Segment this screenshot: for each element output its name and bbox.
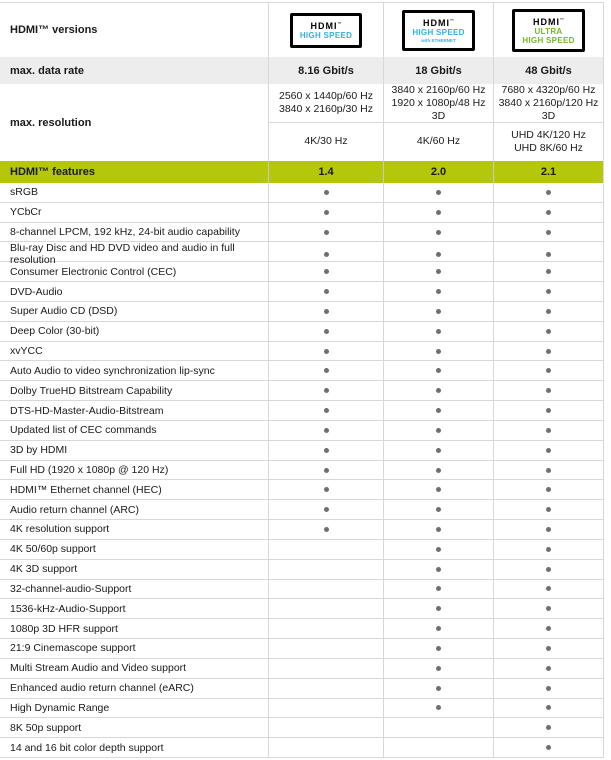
feature-label: Enhanced audio return channel (eARC) <box>10 682 194 695</box>
resolution-row <box>0 84 604 161</box>
feature-supported-cell <box>383 500 493 519</box>
data-rate-hdmi14: 8.16 Gbit/s <box>268 57 383 84</box>
feature-supported-cell <box>493 322 604 341</box>
feature-supported-cell <box>383 183 493 202</box>
feature-supported-cell <box>493 718 604 737</box>
feature-row <box>0 302 604 322</box>
feature-supported-cell <box>493 421 604 440</box>
support-dot-icon <box>436 448 441 453</box>
hdmi-logo: HDMI™ <box>310 20 342 31</box>
support-dot-icon <box>546 428 551 433</box>
feature-supported-cell <box>383 381 493 400</box>
feature-empty-cell <box>268 699 383 718</box>
feature-label: 4K 3D support <box>10 563 78 576</box>
resolution-label: max. resolution <box>10 116 92 129</box>
support-dot-icon <box>546 487 551 492</box>
feature-supported-cell <box>493 738 604 757</box>
resolution-primary: 2560 x 1440p/60 Hz 3840 x 2160p/30 Hz <box>279 90 373 115</box>
feature-row <box>0 738 604 758</box>
feature-supported-cell <box>493 223 604 242</box>
support-dot-icon <box>436 368 441 373</box>
feature-row <box>0 203 604 223</box>
feature-row <box>0 699 604 719</box>
feature-supported-cell <box>268 203 383 222</box>
support-dot-icon <box>546 349 551 354</box>
support-dot-icon <box>546 567 551 572</box>
feature-row <box>0 223 604 243</box>
resolution-secondary: 4K/30 Hz <box>269 122 383 160</box>
support-dot-icon <box>436 705 441 710</box>
support-dot-icon <box>436 606 441 611</box>
versions-row <box>0 3 604 57</box>
support-dot-icon <box>436 388 441 393</box>
support-dot-icon <box>436 468 441 473</box>
feature-supported-cell <box>383 342 493 361</box>
support-dot-icon <box>546 468 551 473</box>
feature-supported-cell <box>493 183 604 202</box>
support-dot-icon <box>324 448 329 453</box>
feature-label: YCbCr <box>10 206 42 219</box>
support-dot-icon <box>436 210 441 215</box>
features-body <box>0 183 604 758</box>
feature-supported-cell <box>383 679 493 698</box>
feature-row <box>0 679 604 699</box>
feature-supported-cell <box>383 203 493 222</box>
feature-supported-cell <box>493 361 604 380</box>
feature-label: DTS-HD-Master-Audio-Bitstream <box>10 404 164 417</box>
feature-supported-cell <box>383 302 493 321</box>
feature-supported-cell <box>268 480 383 499</box>
feature-label: 4K 50/60p support <box>10 543 96 556</box>
support-dot-icon <box>324 190 329 195</box>
support-dot-icon <box>546 448 551 453</box>
support-dot-icon <box>546 586 551 591</box>
feature-supported-cell <box>383 599 493 618</box>
feature-label: HDMI™ Ethernet channel (HEC) <box>10 483 162 496</box>
feature-supported-cell <box>268 282 383 301</box>
feature-label: Deep Color (30-bit) <box>10 325 100 338</box>
feature-row <box>0 461 604 481</box>
feature-row <box>0 619 604 639</box>
feature-row <box>0 480 604 500</box>
feature-label: 14 and 16 bit color depth support <box>10 741 164 754</box>
badge-speed-label: HIGH SPEED <box>412 27 465 37</box>
features-version-20: 2.0 <box>383 161 493 183</box>
feature-empty-cell <box>268 659 383 678</box>
feature-supported-cell <box>268 361 383 380</box>
support-dot-icon <box>546 252 551 257</box>
feature-row <box>0 322 604 342</box>
feature-empty-cell <box>268 738 383 757</box>
badge-ethernet-label: with ETHERNET <box>421 37 456 43</box>
support-dot-icon <box>324 527 329 532</box>
data-rate-row <box>0 57 604 84</box>
support-dot-icon <box>324 210 329 215</box>
support-dot-icon <box>546 190 551 195</box>
data-rate-hdmi20: 18 Gbit/s <box>383 57 493 84</box>
feature-supported-cell <box>493 381 604 400</box>
feature-label: 8K 50p support <box>10 721 82 734</box>
feature-label: Audio return channel (ARC) <box>10 503 139 516</box>
feature-supported-cell <box>268 381 383 400</box>
support-dot-icon <box>324 230 329 235</box>
feature-supported-cell <box>493 461 604 480</box>
feature-row <box>0 580 604 600</box>
support-dot-icon <box>436 408 441 413</box>
feature-supported-cell <box>383 619 493 638</box>
support-dot-icon <box>436 507 441 512</box>
feature-supported-cell <box>493 203 604 222</box>
feature-supported-cell <box>493 441 604 460</box>
support-dot-icon <box>324 289 329 294</box>
support-dot-icon <box>436 567 441 572</box>
feature-empty-cell <box>268 639 383 658</box>
support-dot-icon <box>546 745 551 750</box>
support-dot-icon <box>436 686 441 691</box>
resolution-cell-hdmi21 <box>493 84 604 161</box>
support-dot-icon <box>436 309 441 314</box>
feature-supported-cell <box>493 520 604 539</box>
support-dot-icon <box>546 686 551 691</box>
support-dot-icon <box>546 507 551 512</box>
resolution-cell-hdmi20 <box>383 84 493 161</box>
feature-empty-cell <box>268 540 383 559</box>
feature-supported-cell <box>383 322 493 341</box>
feature-label: sRGB <box>10 186 39 199</box>
feature-supported-cell <box>268 441 383 460</box>
support-dot-icon <box>546 666 551 671</box>
support-dot-icon <box>546 368 551 373</box>
support-dot-icon <box>436 626 441 631</box>
feature-label: 21:9 Cinemascope support <box>10 642 136 655</box>
feature-row <box>0 421 604 441</box>
feature-row <box>0 282 604 302</box>
feature-row <box>0 540 604 560</box>
support-dot-icon <box>436 349 441 354</box>
support-dot-icon <box>546 210 551 215</box>
support-dot-icon <box>546 606 551 611</box>
feature-supported-cell <box>383 580 493 599</box>
feature-supported-cell <box>493 480 604 499</box>
feature-supported-cell <box>493 599 604 618</box>
feature-empty-cell <box>268 580 383 599</box>
support-dot-icon <box>324 487 329 492</box>
feature-supported-cell <box>383 361 493 380</box>
feature-row <box>0 441 604 461</box>
feature-supported-cell <box>268 421 383 440</box>
feature-row <box>0 361 604 381</box>
hdmi-logo: HDMI™ <box>533 16 564 27</box>
feature-row <box>0 520 604 540</box>
feature-row <box>0 242 604 267</box>
feature-supported-cell <box>383 520 493 539</box>
feature-supported-cell <box>383 262 493 281</box>
feature-empty-cell <box>268 560 383 579</box>
feature-empty-cell <box>268 718 383 737</box>
feature-supported-cell <box>268 262 383 281</box>
feature-supported-cell <box>493 699 604 718</box>
feature-supported-cell <box>268 322 383 341</box>
features-version-21: 2.1 <box>493 161 604 183</box>
support-dot-icon <box>436 547 441 552</box>
support-dot-icon <box>436 269 441 274</box>
support-dot-icon <box>324 428 329 433</box>
data-rate-label: max. data rate <box>10 64 84 77</box>
feature-row <box>0 401 604 421</box>
feature-supported-cell <box>268 223 383 242</box>
feature-row <box>0 560 604 580</box>
feature-supported-cell <box>493 679 604 698</box>
feature-label: 3D by HDMI <box>10 444 68 457</box>
resolution-cell-hdmi14 <box>268 84 383 161</box>
support-dot-icon <box>436 252 441 257</box>
feature-empty-cell <box>383 738 493 757</box>
support-dot-icon <box>324 507 329 512</box>
data-rate-hdmi21: 48 Gbit/s <box>493 57 604 84</box>
feature-supported-cell <box>493 302 604 321</box>
support-dot-icon <box>436 666 441 671</box>
feature-supported-cell <box>268 302 383 321</box>
support-dot-icon <box>436 586 441 591</box>
hdmi-logo: HDMI™ <box>423 17 454 28</box>
support-dot-icon <box>546 329 551 334</box>
feature-row <box>0 262 604 282</box>
feature-row <box>0 381 604 401</box>
support-dot-icon <box>546 269 551 274</box>
feature-supported-cell <box>383 540 493 559</box>
feature-label: Blu-ray Disc and HD DVD video and audio in full resolution <box>10 242 235 267</box>
support-dot-icon <box>324 329 329 334</box>
feature-label: Full HD (1920 x 1080p @ 120 Hz) <box>10 464 169 476</box>
hdmi-ultra-high-speed-badge <box>512 9 584 52</box>
feature-label: Super Audio CD (DSD) <box>10 305 118 318</box>
support-dot-icon <box>436 230 441 235</box>
feature-supported-cell <box>268 500 383 519</box>
version-cell-hdmi14 <box>268 3 383 57</box>
feature-label: 1080p 3D HFR support <box>10 622 118 635</box>
feature-supported-cell <box>493 639 604 658</box>
support-dot-icon <box>546 527 551 532</box>
support-dot-icon <box>436 190 441 195</box>
feature-supported-cell <box>383 421 493 440</box>
features-version-14: 1.4 <box>268 161 383 183</box>
versions-row-label: HDMI™ versions <box>10 24 98 36</box>
support-dot-icon <box>324 252 329 257</box>
feature-label: High Dynamic Range <box>10 701 110 714</box>
feature-label: xvYCC <box>10 345 43 358</box>
support-dot-icon <box>436 289 441 294</box>
hdmi-high-speed-badge <box>290 13 362 48</box>
feature-supported-cell <box>493 500 604 519</box>
resolution-secondary: 4K/60 Hz <box>384 122 493 160</box>
feature-empty-cell <box>383 718 493 737</box>
support-dot-icon <box>324 408 329 413</box>
feature-label: 1536-kHz-Audio-Support <box>10 602 126 615</box>
features-header-row <box>0 161 604 183</box>
support-dot-icon <box>324 468 329 473</box>
feature-supported-cell <box>493 282 604 301</box>
support-dot-icon <box>324 309 329 314</box>
support-dot-icon <box>436 329 441 334</box>
feature-supported-cell <box>268 401 383 420</box>
support-dot-icon <box>546 388 551 393</box>
feature-row <box>0 718 604 738</box>
support-dot-icon <box>436 646 441 651</box>
feature-supported-cell <box>383 282 493 301</box>
support-dot-icon <box>546 646 551 651</box>
feature-supported-cell <box>383 659 493 678</box>
resolution-primary: 3840 x 2160p/60 Hz 1920 x 1080p/48 Hz 3D <box>391 83 486 122</box>
feature-row <box>0 599 604 619</box>
feature-supported-cell <box>268 183 383 202</box>
feature-supported-cell <box>383 560 493 579</box>
feature-supported-cell <box>493 560 604 579</box>
support-dot-icon <box>546 408 551 413</box>
feature-supported-cell <box>268 520 383 539</box>
feature-supported-cell <box>383 480 493 499</box>
support-dot-icon <box>546 547 551 552</box>
badge-speed-label: HIGH SPEED <box>299 30 353 40</box>
feature-supported-cell <box>268 461 383 480</box>
version-cell-hdmi21 <box>493 3 604 57</box>
feature-supported-cell <box>383 401 493 420</box>
feature-supported-cell <box>383 699 493 718</box>
support-dot-icon <box>324 349 329 354</box>
feature-supported-cell <box>493 619 604 638</box>
feature-supported-cell <box>268 342 383 361</box>
support-dot-icon <box>546 626 551 631</box>
support-dot-icon <box>324 368 329 373</box>
feature-row <box>0 659 604 679</box>
support-dot-icon <box>546 230 551 235</box>
features-header-label: HDMI™ features <box>10 166 95 178</box>
feature-label: Updated list of CEC commands <box>10 424 157 437</box>
badge-ultra-label: ULTRA <box>534 26 563 36</box>
feature-label: Auto Audio to video synchronization lip-sync <box>10 364 215 377</box>
feature-row <box>0 639 604 659</box>
feature-supported-cell <box>493 262 604 281</box>
version-cell-hdmi20 <box>383 3 493 57</box>
support-dot-icon <box>324 269 329 274</box>
feature-supported-cell <box>493 342 604 361</box>
feature-label: 32-channel-audio-Support <box>10 582 132 595</box>
feature-label: DVD-Audio <box>10 285 63 298</box>
support-dot-icon <box>546 705 551 710</box>
hdmi-comparison-table <box>0 2 604 758</box>
support-dot-icon <box>546 725 551 730</box>
feature-label: Consumer Electronic Control (CEC) <box>10 265 177 278</box>
feature-supported-cell <box>493 580 604 599</box>
feature-label: 4K resolution support <box>10 523 110 536</box>
feature-empty-cell <box>268 599 383 618</box>
support-dot-icon <box>546 289 551 294</box>
feature-supported-cell <box>383 223 493 242</box>
feature-supported-cell <box>493 540 604 559</box>
hdmi-high-speed-ethernet-badge <box>402 10 474 51</box>
support-dot-icon <box>546 309 551 314</box>
feature-row <box>0 342 604 362</box>
feature-supported-cell <box>383 441 493 460</box>
feature-supported-cell <box>493 401 604 420</box>
support-dot-icon <box>324 388 329 393</box>
feature-supported-cell <box>383 639 493 658</box>
badge-speed-label: HIGH SPEED <box>522 35 575 45</box>
support-dot-icon <box>436 487 441 492</box>
feature-label: Multi Stream Audio and Video support <box>10 662 187 675</box>
feature-supported-cell <box>493 659 604 678</box>
feature-label: 8-channel LPCM, 192 kHz, 24-bit audio capability <box>10 226 240 239</box>
feature-empty-cell <box>268 679 383 698</box>
feature-empty-cell <box>268 619 383 638</box>
resolution-secondary: UHD 4K/120 Hz UHD 8K/60 Hz <box>494 122 603 160</box>
support-dot-icon <box>436 527 441 532</box>
support-dot-icon <box>436 428 441 433</box>
feature-row <box>0 500 604 520</box>
feature-row <box>0 183 604 203</box>
feature-supported-cell <box>383 461 493 480</box>
feature-label: Dolby TrueHD Bitstream Capability <box>10 384 173 397</box>
resolution-primary: 7680 x 4320p/60 Hz 3840 x 2160p/120 Hz 3D <box>498 83 599 122</box>
